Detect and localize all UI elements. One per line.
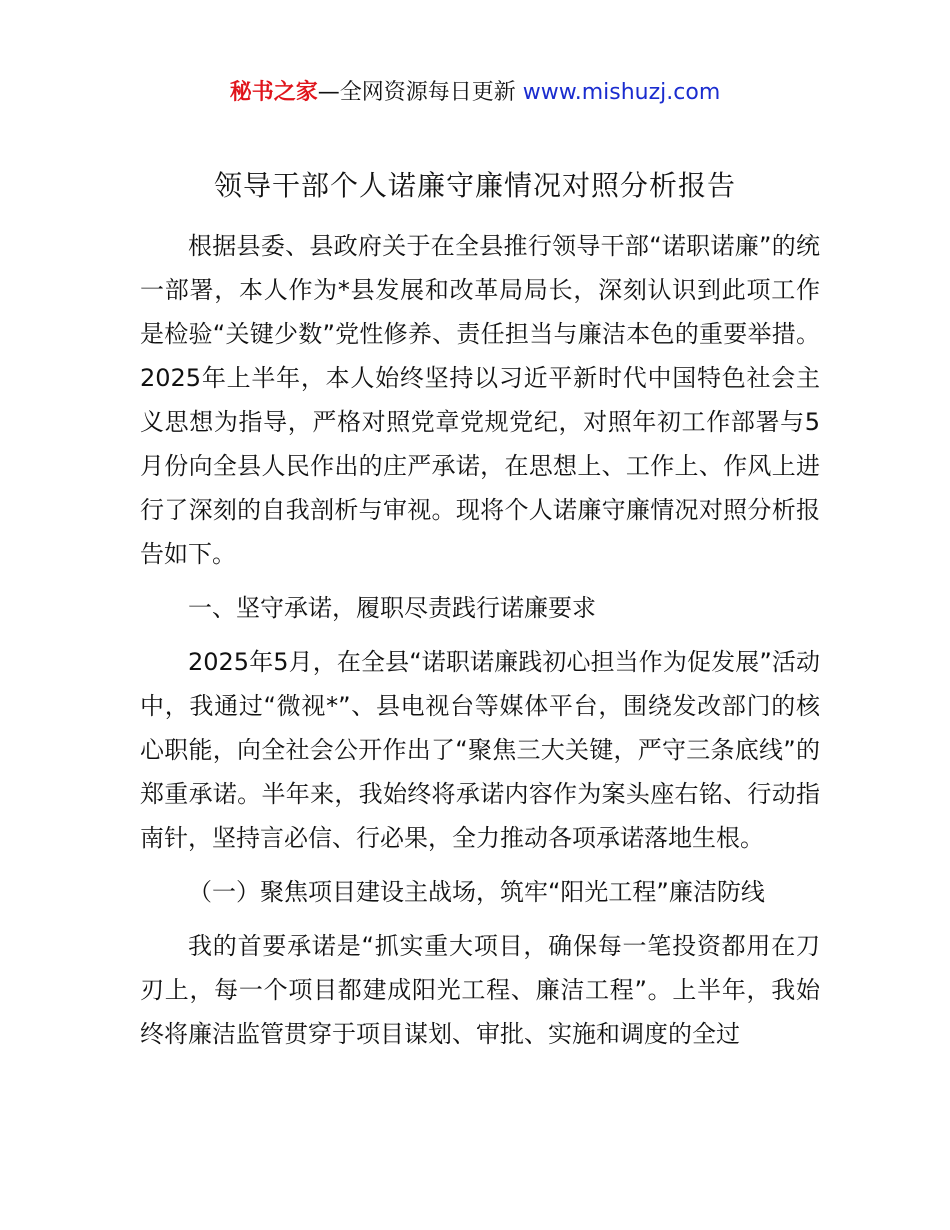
section-heading-1: 一、坚守承诺，履职尽责践行诺廉要求 <box>188 594 596 622</box>
paragraph-commitment: 2025年5月，在全县“诺职诺廉践初心担当作为促发展”活动中，我通过“微视*”、县电视台等媒体平台，围绕发改部门的核心职能，向全社会公开作出了“聚焦三大关键，严守三条底线”的郑重承诺。半年来，我始终将承诺内容作为案头座右铭、行动指南针，坚持言必信、行必果，全力推动各项承诺落地生根。 <box>140 648 820 852</box>
document-title: 领导干部个人诺廉守廉情况对照分析报告 <box>213 169 736 202</box>
paragraph-intro: 根据县委、县政府关于在全县推行领导干部“诺职诺廉”的统一部署，本人作为*县发展和改革局局长，深刻认识到此项工作是检验“关键少数”党性修养、责任担当与廉洁本色的重要举措。2025年上半年，本人始终坚持以习近平新时代中国特色社会主义思想为指导，严格对照党章党规党纪，对照年初工作部署与5月份向全县人民作出的庄严承诺，在思想上、工作上、作风上进行了深刻的自我剖析与审视。现将个人诺廉守廉情况对照分析报告如下。 <box>140 232 820 568</box>
paragraph-project: 我的首要承诺是“抓实重大项目，确保每一笔投资都用在刀刃上，每一个项目都建成阳光工程、廉洁工程”。上半年，我始终将廉洁监管贯穿于项目谋划、审批、实施和调度的全过 <box>140 932 820 1048</box>
document-body <box>140 224 820 1056</box>
site-url-link[interactable]: www.mishuzj.com <box>522 80 721 105</box>
site-name: 秘书之家 <box>229 80 318 105</box>
subsection-heading-1: （一）聚焦项目建设主战场，筑牢“阳光工程”廉洁防线 <box>188 878 765 906</box>
site-tagline: —全网资源每日更新 <box>317 80 523 105</box>
site-header <box>0 76 950 110</box>
